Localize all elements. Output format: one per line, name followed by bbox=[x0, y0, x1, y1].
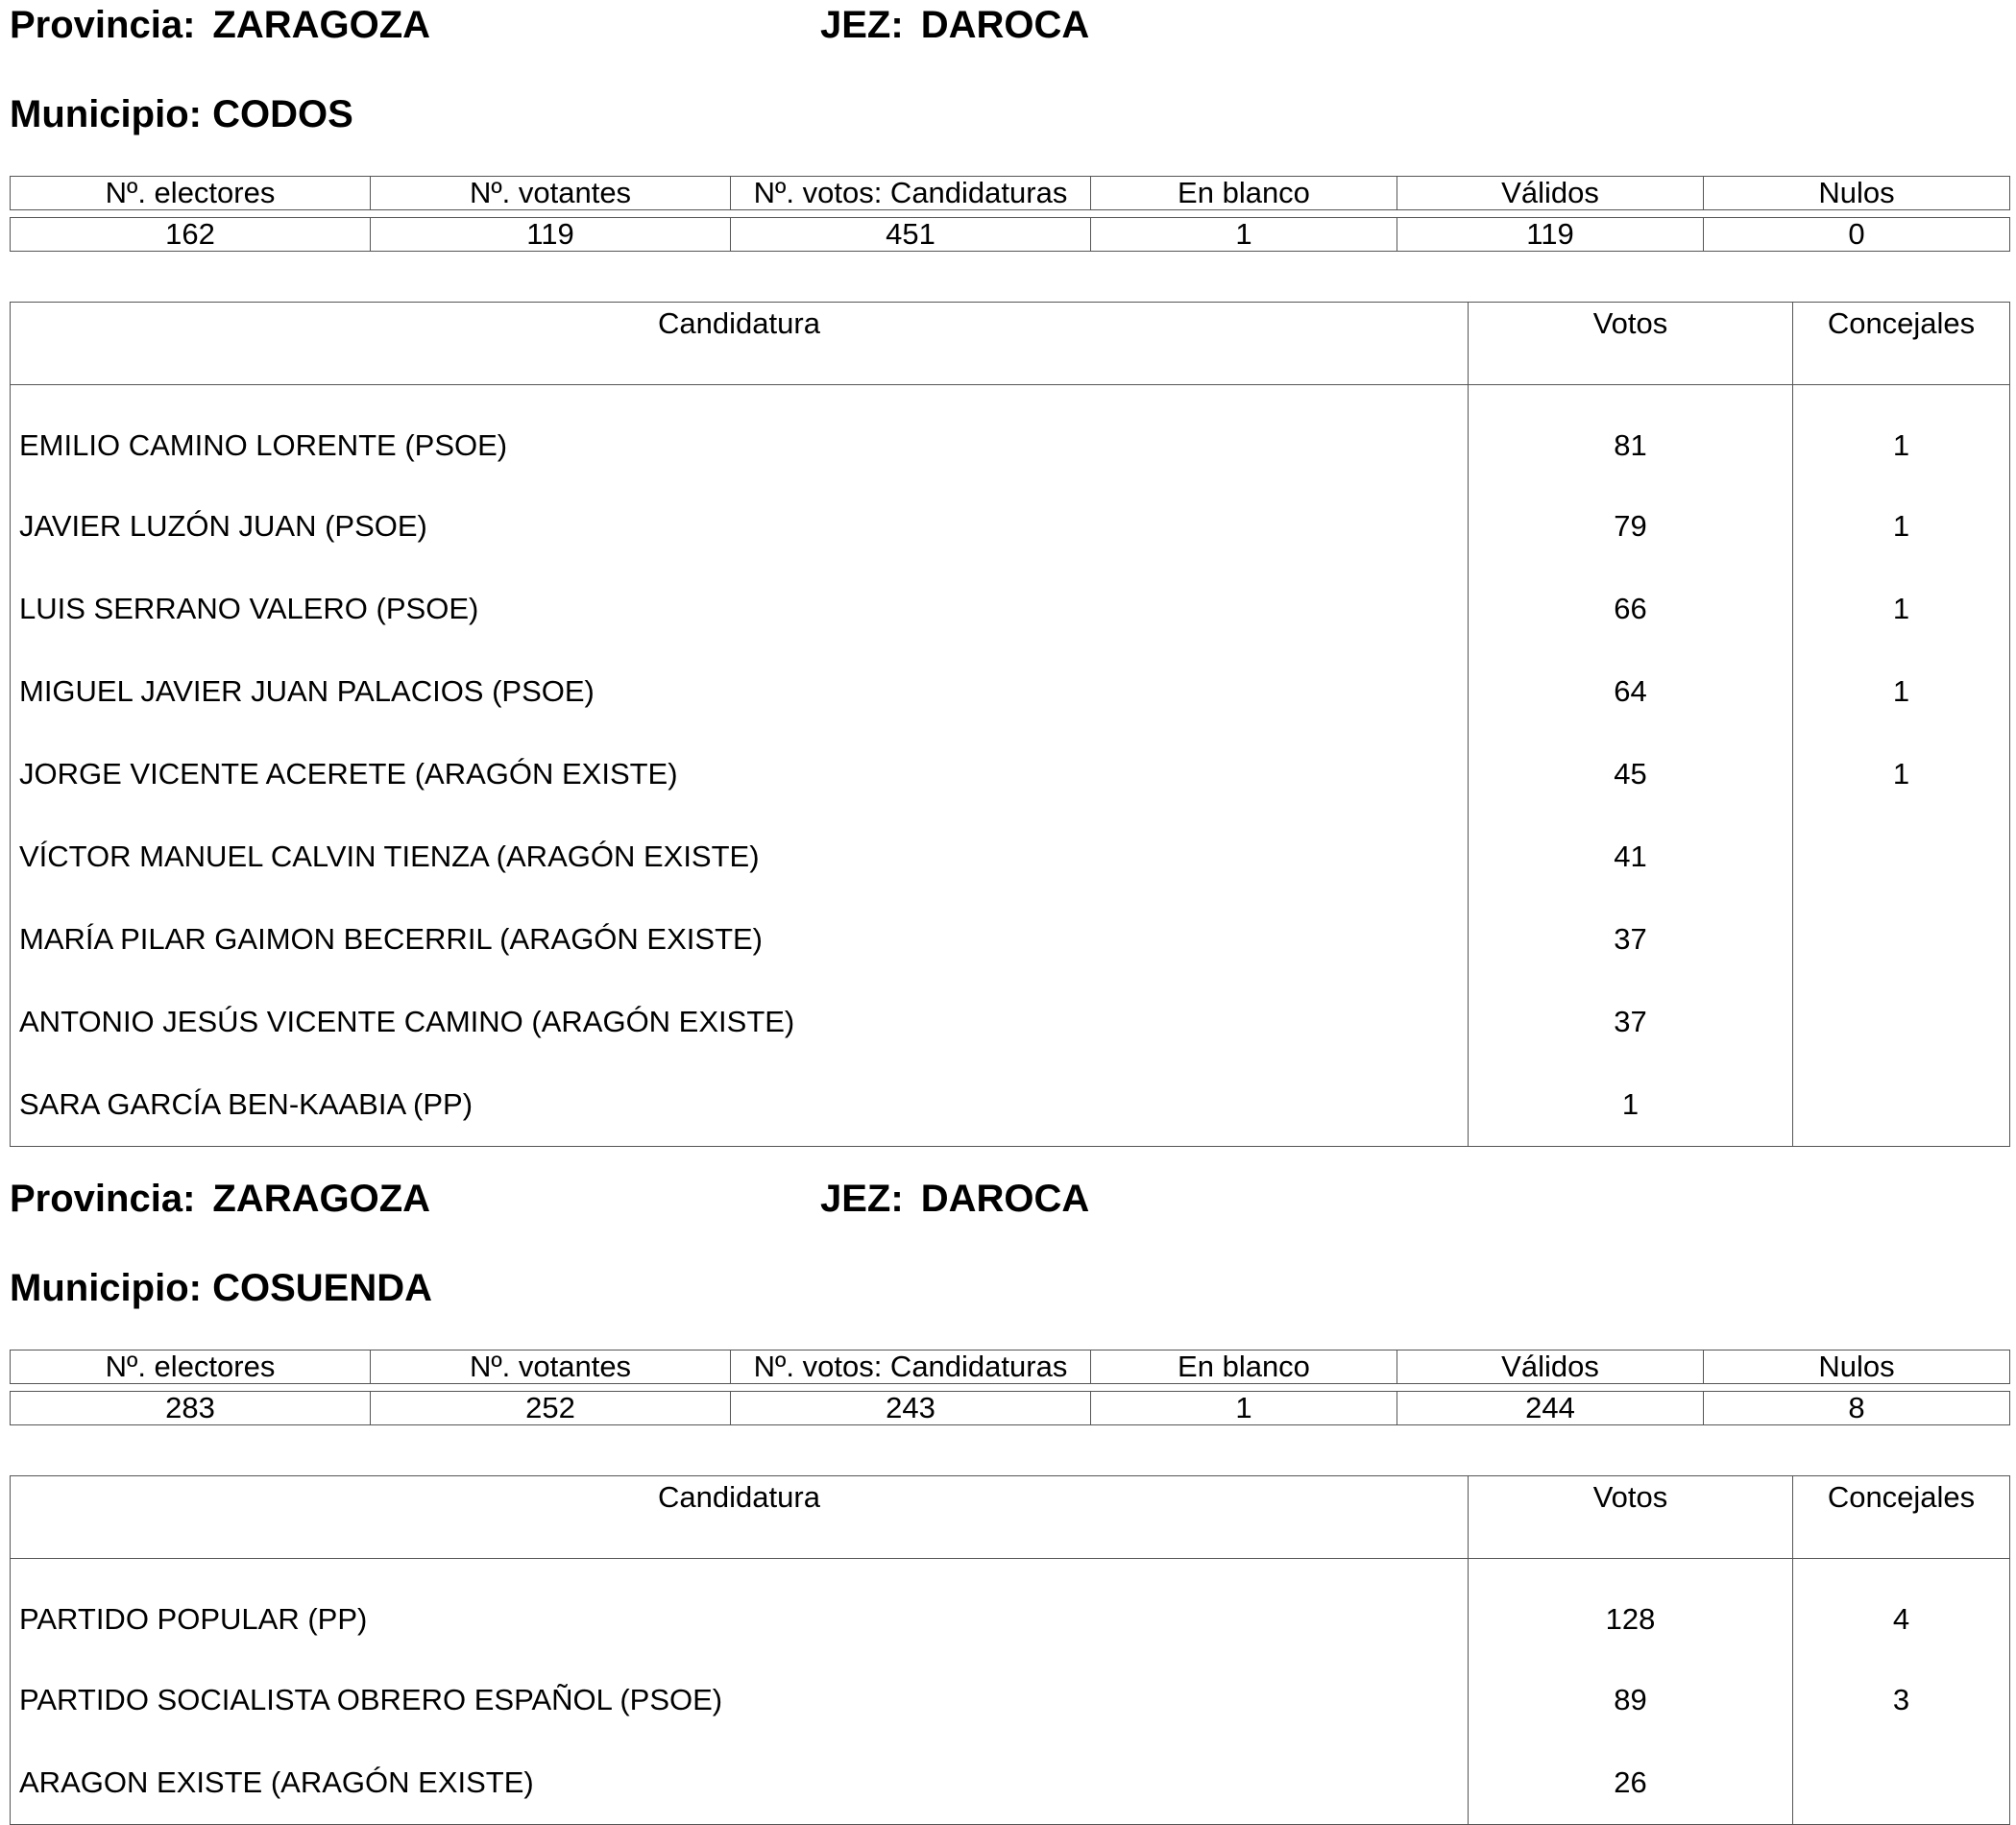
candidate-name: SARA GARCÍA BEN-KAABIA (PP) bbox=[11, 1063, 1469, 1147]
candidate-seats: 1 bbox=[1892, 509, 1910, 543]
stats-header-validos: Válidos bbox=[1397, 177, 1704, 210]
stats-header-row bbox=[11, 1350, 2010, 1384]
candidates-header-name: Candidatura bbox=[11, 1476, 1469, 1559]
candidates-header-votes: Votos bbox=[1469, 1476, 1793, 1559]
jez-label: JEZ: bbox=[820, 4, 904, 46]
candidate-votes: 1 bbox=[1469, 1063, 1793, 1147]
candidate-votes: 64 bbox=[1469, 650, 1793, 733]
stats-header-row bbox=[11, 177, 2010, 210]
candidate-votes: 66 bbox=[1469, 568, 1793, 650]
stats-value-nulos: 0 bbox=[1704, 218, 2010, 252]
provincia-label: Provincia: bbox=[10, 4, 196, 46]
stats-values-table bbox=[10, 217, 2010, 252]
stats-header-electores: Nº. electores bbox=[11, 1350, 371, 1384]
candidate-name: JORGE VICENTE ACERETE (ARAGÓN EXISTE) bbox=[11, 733, 1469, 815]
stats-value-votos-candidaturas: 243 bbox=[731, 1392, 1091, 1425]
stats-values-table bbox=[10, 1391, 2010, 1425]
municipio-label: Municipio: bbox=[10, 1267, 202, 1309]
stats-table bbox=[10, 176, 2010, 210]
stats-header-electores: Nº. electores bbox=[11, 177, 371, 210]
candidate-name: MARÍA PILAR GAIMON BECERRIL (ARAGÓN EXISTE) bbox=[11, 898, 1469, 981]
candidate-seats: 1 bbox=[1892, 674, 1910, 708]
candidate-name: ANTONIO JESÚS VICENTE CAMINO (ARAGÓN EXISTE) bbox=[11, 981, 1469, 1063]
candidate-name: PARTIDO SOCIALISTA OBRERO ESPAÑOL (PSOE) bbox=[11, 1659, 1469, 1741]
candidate-seats bbox=[1793, 815, 2010, 898]
candidate-name: EMILIO CAMINO LORENTE (PSOE) bbox=[11, 385, 1469, 486]
candidate-row bbox=[11, 1741, 2010, 1825]
candidate-row bbox=[11, 385, 2010, 486]
provincia-heading bbox=[10, 1180, 430, 1218]
candidate-name: LUIS SERRANO VALERO (PSOE) bbox=[11, 568, 1469, 650]
stats-header-en-blanco: En blanco bbox=[1091, 177, 1397, 210]
stats-value-en-blanco: 1 bbox=[1091, 1392, 1397, 1425]
candidate-name: ARAGON EXISTE (ARAGÓN EXISTE) bbox=[11, 1741, 1469, 1825]
candidate-row bbox=[11, 815, 2010, 898]
candidates-header-row bbox=[11, 1476, 2010, 1559]
provincia-label: Provincia: bbox=[10, 1178, 196, 1220]
candidate-row bbox=[11, 568, 2010, 650]
candidate-row bbox=[11, 1063, 2010, 1147]
stats-header-nulos: Nulos bbox=[1704, 177, 2010, 210]
stats-header-votos-candidaturas: Nº. votos: Candidaturas bbox=[731, 177, 1091, 210]
stats-value-validos: 119 bbox=[1397, 218, 1704, 252]
municipio-heading bbox=[10, 95, 353, 134]
stats-header-validos: Válidos bbox=[1397, 1350, 1704, 1384]
stats-header-votos-candidaturas: Nº. votos: Candidaturas bbox=[731, 1350, 1091, 1384]
candidate-row bbox=[11, 733, 2010, 815]
candidate-votes: 81 bbox=[1469, 385, 1793, 486]
candidate-row bbox=[11, 1559, 2010, 1660]
candidate-votes: 89 bbox=[1469, 1659, 1793, 1741]
candidate-votes: 41 bbox=[1469, 815, 1793, 898]
municipio-value: COSUENDA bbox=[212, 1267, 432, 1309]
candidate-seats: 1 bbox=[1892, 592, 1910, 625]
candidates-header-name: Candidatura bbox=[11, 303, 1469, 385]
stats-header-nulos: Nulos bbox=[1704, 1350, 2010, 1384]
stats-value-votos-candidaturas: 451 bbox=[731, 218, 1091, 252]
candidate-votes: 37 bbox=[1469, 898, 1793, 981]
municipio-heading bbox=[10, 1269, 432, 1307]
candidate-row bbox=[11, 898, 2010, 981]
candidate-row bbox=[11, 1659, 2010, 1741]
stats-value-row bbox=[11, 218, 2010, 252]
provincia-value: ZARAGOZA bbox=[212, 1178, 431, 1220]
stats-value-electores: 283 bbox=[11, 1392, 371, 1425]
stats-header-en-blanco: En blanco bbox=[1091, 1350, 1397, 1384]
stats-header-votantes: Nº. votantes bbox=[371, 1350, 731, 1384]
candidate-votes: 128 bbox=[1469, 1559, 1793, 1660]
candidate-votes: 37 bbox=[1469, 981, 1793, 1063]
candidate-seats bbox=[1793, 1063, 2010, 1147]
candidate-votes: 79 bbox=[1469, 485, 1793, 568]
candidate-row bbox=[11, 650, 2010, 733]
stats-value-nulos: 8 bbox=[1704, 1392, 2010, 1425]
candidate-seats: 1 bbox=[1892, 428, 1910, 462]
candidate-name: JAVIER LUZÓN JUAN (PSOE) bbox=[11, 485, 1469, 568]
stats-value-en-blanco: 1 bbox=[1091, 218, 1397, 252]
candidate-name: VÍCTOR MANUEL CALVIN TIENZA (ARAGÓN EXISTE) bbox=[11, 815, 1469, 898]
candidate-row bbox=[11, 981, 2010, 1063]
provincia-heading bbox=[10, 6, 430, 44]
candidate-seats: 1 bbox=[1892, 757, 1910, 791]
candidates-table bbox=[10, 1475, 2010, 1825]
stats-table bbox=[10, 1350, 2010, 1384]
candidates-header-row bbox=[11, 303, 2010, 385]
candidates-header-votes: Votos bbox=[1469, 303, 1793, 385]
candidate-name: PARTIDO POPULAR (PP) bbox=[11, 1559, 1469, 1660]
jez-heading bbox=[820, 6, 1089, 44]
candidate-votes: 45 bbox=[1469, 733, 1793, 815]
municipio-value: CODOS bbox=[212, 93, 353, 135]
stats-header-votantes: Nº. votantes bbox=[371, 177, 731, 210]
candidate-seats bbox=[1793, 1741, 2010, 1825]
candidates-header-seats: Concejales bbox=[1793, 303, 2010, 385]
candidate-name: MIGUEL JAVIER JUAN PALACIOS (PSOE) bbox=[11, 650, 1469, 733]
candidate-seats bbox=[1793, 981, 2010, 1063]
municipio-label: Municipio: bbox=[10, 93, 202, 135]
jez-value: DAROCA bbox=[920, 1178, 1090, 1220]
candidate-seats: 3 bbox=[1892, 1683, 1910, 1716]
stats-value-electores: 162 bbox=[11, 218, 371, 252]
stats-value-row bbox=[11, 1392, 2010, 1425]
jez-value: DAROCA bbox=[920, 4, 1090, 46]
candidates-header-seats: Concejales bbox=[1793, 1476, 2010, 1559]
jez-heading bbox=[820, 1180, 1089, 1218]
jez-label: JEZ: bbox=[820, 1178, 904, 1220]
candidate-seats bbox=[1793, 898, 2010, 981]
candidates-table bbox=[10, 302, 2010, 1147]
stats-value-votantes: 119 bbox=[371, 218, 731, 252]
provincia-value: ZARAGOZA bbox=[212, 4, 431, 46]
candidate-row bbox=[11, 485, 2010, 568]
candidate-seats: 4 bbox=[1892, 1602, 1910, 1636]
stats-value-validos: 244 bbox=[1397, 1392, 1704, 1425]
candidate-votes: 26 bbox=[1469, 1741, 1793, 1825]
stats-value-votantes: 252 bbox=[371, 1392, 731, 1425]
